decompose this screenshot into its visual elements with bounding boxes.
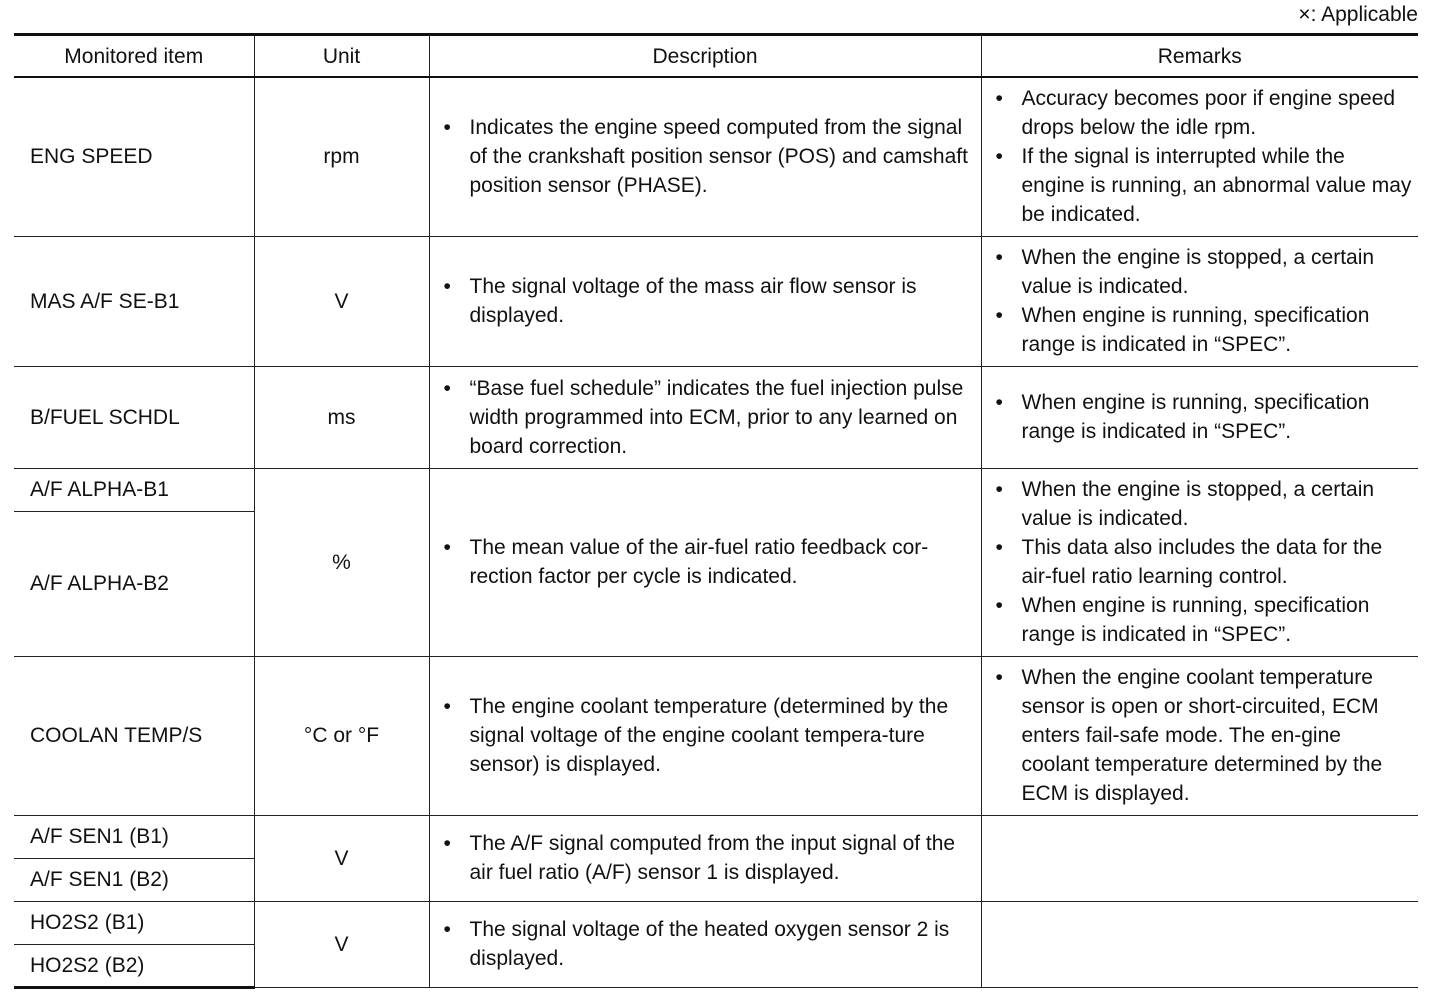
monitor-table xyxy=(14,33,1418,989)
monitored-item: COOLAN TEMP/S xyxy=(14,656,254,815)
unit-cell: rpm xyxy=(254,77,429,236)
description-cell xyxy=(429,656,981,815)
header-unit: Unit xyxy=(254,35,429,78)
remark-bullet: • Accuracy becomes poor if engine speed drops below the idle rpm. xyxy=(982,84,1419,142)
monitored-item: A/F ALPHA-B1 xyxy=(14,468,254,511)
unit-cell: V xyxy=(254,901,429,987)
unit-cell: % xyxy=(254,468,429,656)
description-bullet: • The A/F signal computed from the input signal of the air fuel ratio (A/F) sensor 1 is displayed. xyxy=(430,829,981,887)
remarks-cell xyxy=(981,236,1418,366)
description-cell xyxy=(429,815,981,901)
remark-bullet: • When engine is running, specification range is indicated in “SPEC”. xyxy=(982,388,1419,446)
description-bullet: • Indicates the engine speed computed from the signal of the crankshaft position sensor (POS) and camshaft position sensor (PHASE). xyxy=(430,113,981,200)
unit-cell: °C or °F xyxy=(254,656,429,815)
monitored-item: A/F ALPHA-B2 xyxy=(14,511,254,656)
table-row xyxy=(14,901,1418,944)
remark-bullet: • When engine is running, specification range is indicated in “SPEC”. xyxy=(982,591,1419,649)
description-cell xyxy=(429,236,981,366)
description-bullet: • “Base fuel schedule” indicates the fuel injection pulse width programmed into ECM, prior to any learned on board correction. xyxy=(430,374,981,461)
remarks-cell xyxy=(981,366,1418,468)
table-row xyxy=(14,366,1418,468)
unit-cell: ms xyxy=(254,366,429,468)
unit-cell: V xyxy=(254,815,429,901)
description-bullet: • The engine coolant temperature (determined by the signal voltage of the engine coolant tempera-ture sensor) is displayed. xyxy=(430,692,981,779)
monitored-item: HO2S2 (B1) xyxy=(14,901,254,944)
table-row xyxy=(14,236,1418,366)
header-monitored-item: Monitored item xyxy=(14,35,254,78)
remark-bullet: • This data also includes the data for the air-fuel ratio learning control. xyxy=(982,533,1419,591)
remarks-cell xyxy=(981,77,1418,236)
monitored-item: ENG SPEED xyxy=(14,77,254,236)
table-row xyxy=(14,815,1418,858)
description-cell xyxy=(429,77,981,236)
description-cell xyxy=(429,468,981,656)
remark-bullet: • When the engine coolant temperature sensor is open or short-circuited, ECM enters fail-safe mode. The en-gine coolant temperature determined by the ECM is displayed. xyxy=(982,663,1419,808)
table-row xyxy=(14,77,1418,236)
remarks-cell xyxy=(981,901,1418,987)
remarks-cell xyxy=(981,656,1418,815)
remarks-cell xyxy=(981,815,1418,901)
monitored-item: A/F SEN1 (B1) xyxy=(14,815,254,858)
remark-bullet: • When engine is running, specification range is indicated in “SPEC”. xyxy=(982,301,1419,359)
remarks-cell xyxy=(981,468,1418,656)
table-row xyxy=(14,468,1418,511)
description-cell xyxy=(429,901,981,987)
monitored-item: HO2S2 (B2) xyxy=(14,944,254,987)
monitored-item: A/F SEN1 (B2) xyxy=(14,858,254,901)
monitored-item: MAS A/F SE-B1 xyxy=(14,236,254,366)
unit-cell: V xyxy=(254,236,429,366)
monitored-item: B/FUEL SCHDL xyxy=(14,366,254,468)
header-row xyxy=(14,35,1418,78)
header-remarks: Remarks xyxy=(981,35,1418,78)
remark-bullet: • If the signal is interrupted while the engine is running, an abnormal value may be indicated. xyxy=(982,142,1419,229)
header-description: Description xyxy=(429,35,981,78)
description-bullet: • The signal voltage of the mass air flow sensor is displayed. xyxy=(430,272,981,330)
remark-bullet: • When the engine is stopped, a certain value is indicated. xyxy=(982,243,1419,301)
table-row xyxy=(14,656,1418,815)
description-bullet: • The signal voltage of the heated oxygen sensor 2 is displayed. xyxy=(430,915,981,973)
description-bullet: • The mean value of the air-fuel ratio feedback cor-rection factor per cycle is indicated. xyxy=(430,533,981,591)
description-cell xyxy=(429,366,981,468)
remark-bullet: • When the engine is stopped, a certain value is indicated. xyxy=(982,475,1419,533)
applicable-legend: ×: Applicable xyxy=(1298,3,1418,26)
